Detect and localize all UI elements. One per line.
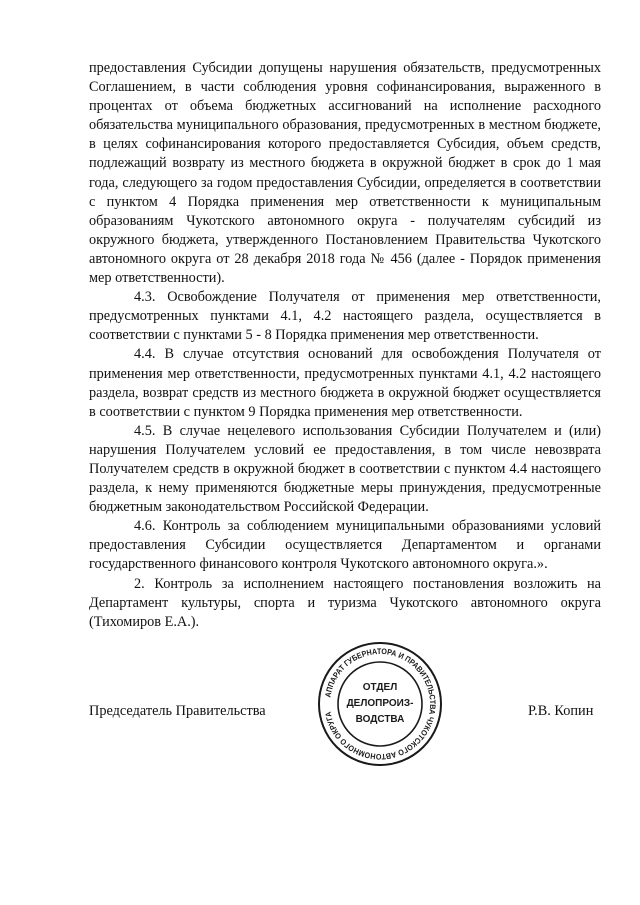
- paragraph-4-5: 4.5. В случае нецелевого использования Субсидии Получателем и (или) нарушения Получателем условий ее предоставления, в том числе невозврата Получателем средств в окружной бюджет в соответствии с пунктом 4.4 настоящего раздела, к нему применяются бюджетные меры принуждения, предусмотренные бюджетным законодательством Российской Федерации.: [89, 422, 601, 516]
- stamp-center-line-3: ВОДСТВА: [355, 714, 405, 725]
- paragraph-4-4: 4.4. В случае отсутствия оснований для освобождения Получателя от применения мер ответственности, предусмотренных пунктами 4.1, 4.2 настоящего раздела, возврат средств из местного бюджета в окружной бюджет осуществляется в соответствии с пунктом 9 Порядка применения мер ответственности.: [89, 346, 601, 420]
- stamp-center-line-2: ДЕЛОПРОИЗ-: [346, 698, 414, 709]
- paragraph-4-3: 4.3. Освобождение Получателя от применения мер ответственности, предусмотренных пунктами 4.1, 4.2 настоящего раздела, осуществляется в соответствии с пунктами 5 - 8 Порядка применения мер ответственности.: [89, 289, 601, 344]
- signature-position: Председатель Правительства: [89, 703, 266, 719]
- office-stamp: [316, 640, 444, 768]
- paragraph-4-6: 4.6. Контроль за соблюдением муниципальными образованиями условий предоставления Субсидии осуществляется Департаментом и органами государственного финансового контроля Чукотского автономного округа.».: [89, 518, 601, 573]
- paragraph-2-control: 2. Контроль за исполнением настоящего постановления возложить на Департамент культуры, спорта и туризма Чукотского автономного округа (Тихомиров Е.А.).: [89, 575, 601, 630]
- paragraph-continuation: предоставления Субсидии допущены нарушения обязательств, предусмотренных Соглашением, в части соблюдения уровня софинансирования, выраженного в процентах от объема бюджетных ассигнований на исполнение расходного обязательства муниципального образования, предусмотренных в местном бюджете, в целях софинансирования которого предоставляется Субсидия, объем средств, подлежащий возврату из местного бюджета в окружной бюджет в срок до 1 мая года, следующего за годом предоставления Субсидии, определяется в соответствии с пунктом 4 Порядка применения мер ответственности к муниципальным образованиям Чукотского автономного округа - получателям субсидий из окружного бюджета, утвержденного Постановлением Правительства Чукотского автономного округа от 28 декабря 2018 года № 456 (далее - Порядок применения мер ответственности).: [89, 60, 601, 287]
- document-body: [89, 59, 601, 632]
- stamp-ring-text: АППАРАТ ГУБЕРНАТОРА И ПРАВИТЕЛЬСТВА ЧУКОТСКОГО АВТОНОМНОГО ОКРУГА: [323, 646, 438, 762]
- signature-name: Р.В. Копин: [528, 703, 594, 719]
- stamp-center-line-1: ОТДЕЛ: [362, 682, 398, 693]
